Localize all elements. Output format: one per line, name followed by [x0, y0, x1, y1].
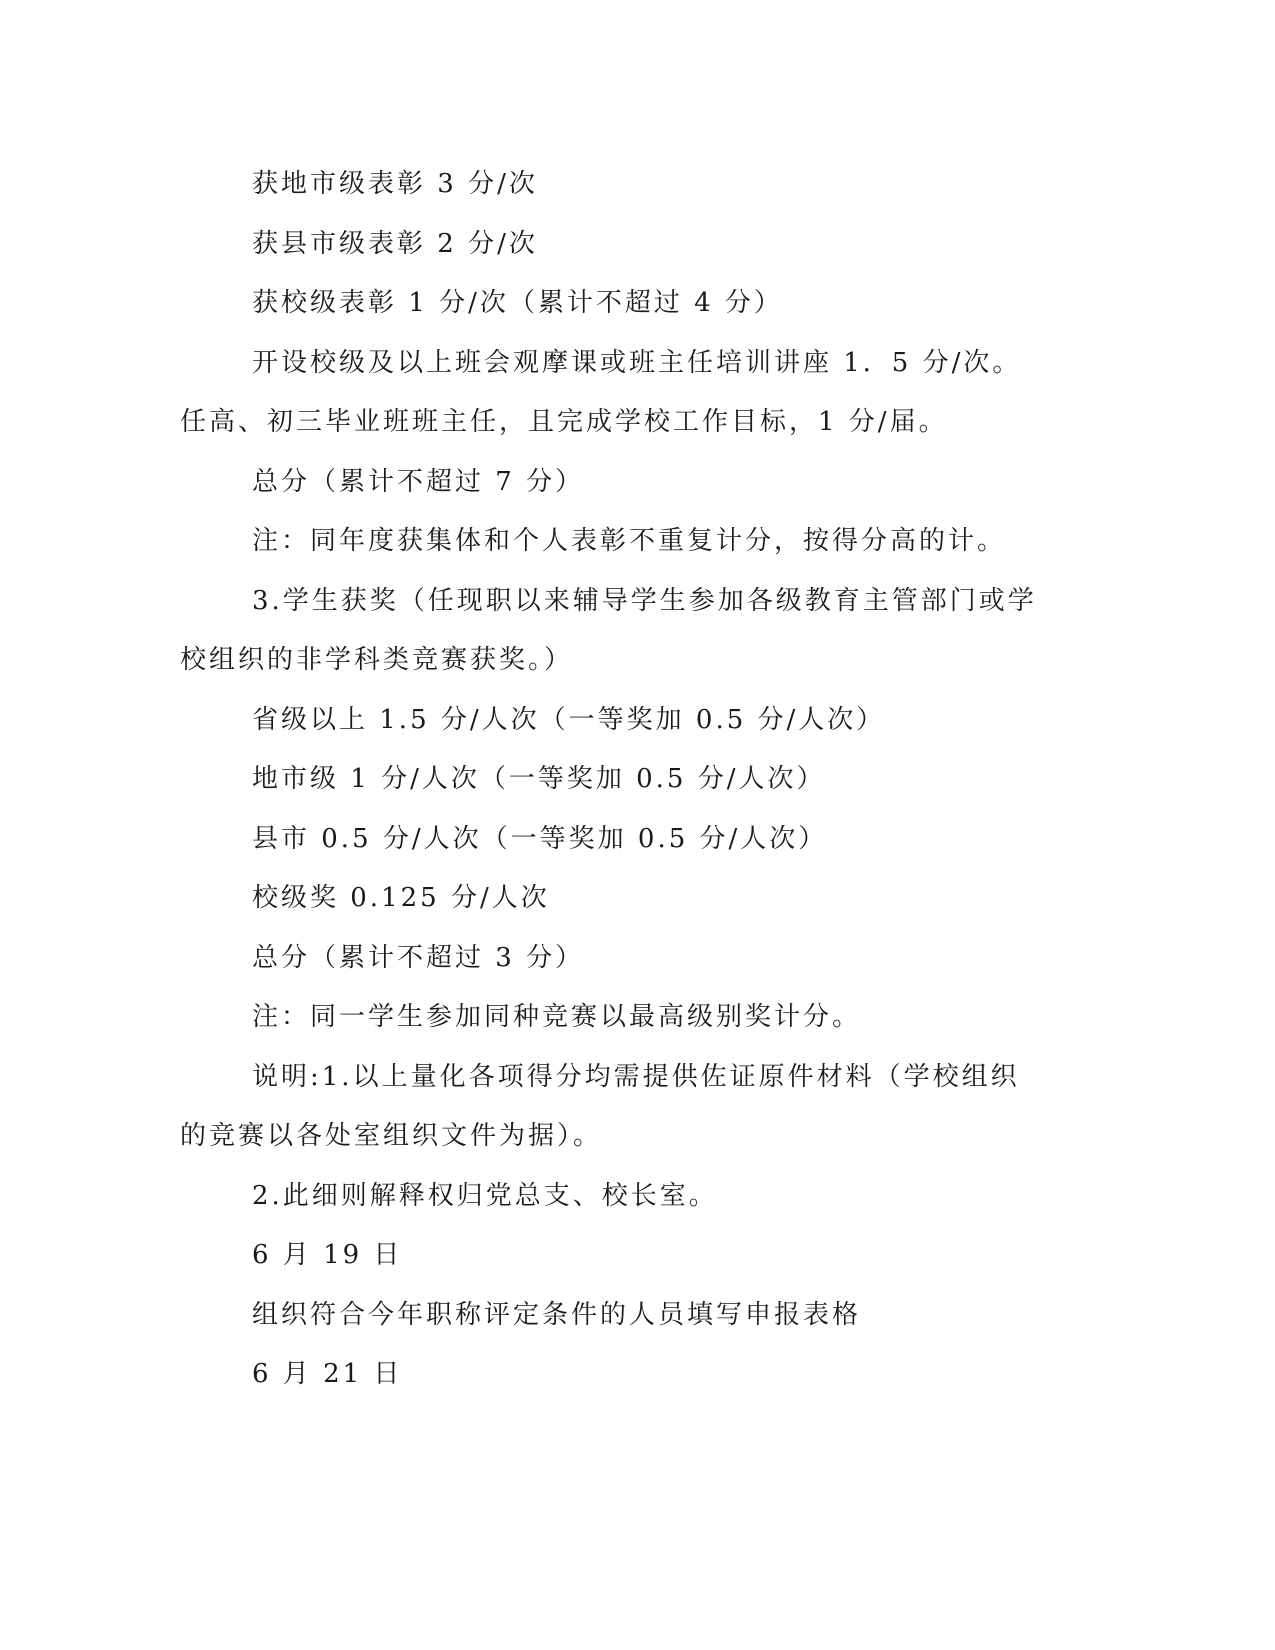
- paragraph-county-award: 获县市级表彰 2 分/次: [252, 228, 538, 259]
- paragraph-student-awards-heading: 3.学生获奖（任现职以来辅导学生参加各级教育主管部门或学校组织的非学科类竞赛获奖。）: [180, 585, 1037, 675]
- paragraph-county: 县市 0.5 分/人次（一等奖加 0.5 分/人次）: [252, 823, 828, 854]
- paragraph-observation-class: 开设校级及以上班会观摩课或班主任培训讲座 1．5 分/次。任高、初三毕业班班主任，且完成学校工作目标，1 分/届。: [180, 347, 1022, 437]
- paragraph-organize-forms: 组织符合今年职称评定条件的人员填写申报表格: [252, 1299, 862, 1330]
- paragraph-explanation-2: 2.此细则解释权归党总支、校长室。: [252, 1180, 718, 1211]
- document-body: [180, 155, 1040, 1405]
- paragraph-note-student: 注：同一学生参加同种竞赛以最高级别奖计分。: [252, 1002, 862, 1032]
- paragraph-explanation-1: 说明:1.以上量化各项得分均需提供佐证原件材料（学校组织的竞赛以各处室组织文件为据）。: [180, 1061, 1020, 1151]
- paragraph-note-awards: 注：同年度获集体和个人表彰不重复计分，按得分高的计。: [252, 526, 1007, 556]
- paragraph-date-june-19: 6 月 19 日: [252, 1240, 403, 1270]
- paragraph-date-june-21: 6 月 21 日: [252, 1359, 403, 1389]
- paragraph-city-award: 获地市级表彰 3 分/次: [252, 169, 538, 199]
- paragraph-total-3: 总分（累计不超过 3 分）: [252, 942, 585, 973]
- paragraph-municipal: 地市级 1 分/人次（一等奖加 0.5 分/人次）: [252, 764, 826, 794]
- paragraph-school-level: 校级奖 0.125 分/人次: [252, 883, 550, 913]
- paragraph-total-7: 总分（累计不超过 7 分）: [252, 466, 585, 497]
- paragraph-school-award: 获校级表彰 1 分/次（累计不超过 4 分）: [252, 288, 783, 318]
- paragraph-provincial: 省级以上 1.5 分/人次（一等奖加 0.5 分/人次）: [252, 704, 886, 735]
